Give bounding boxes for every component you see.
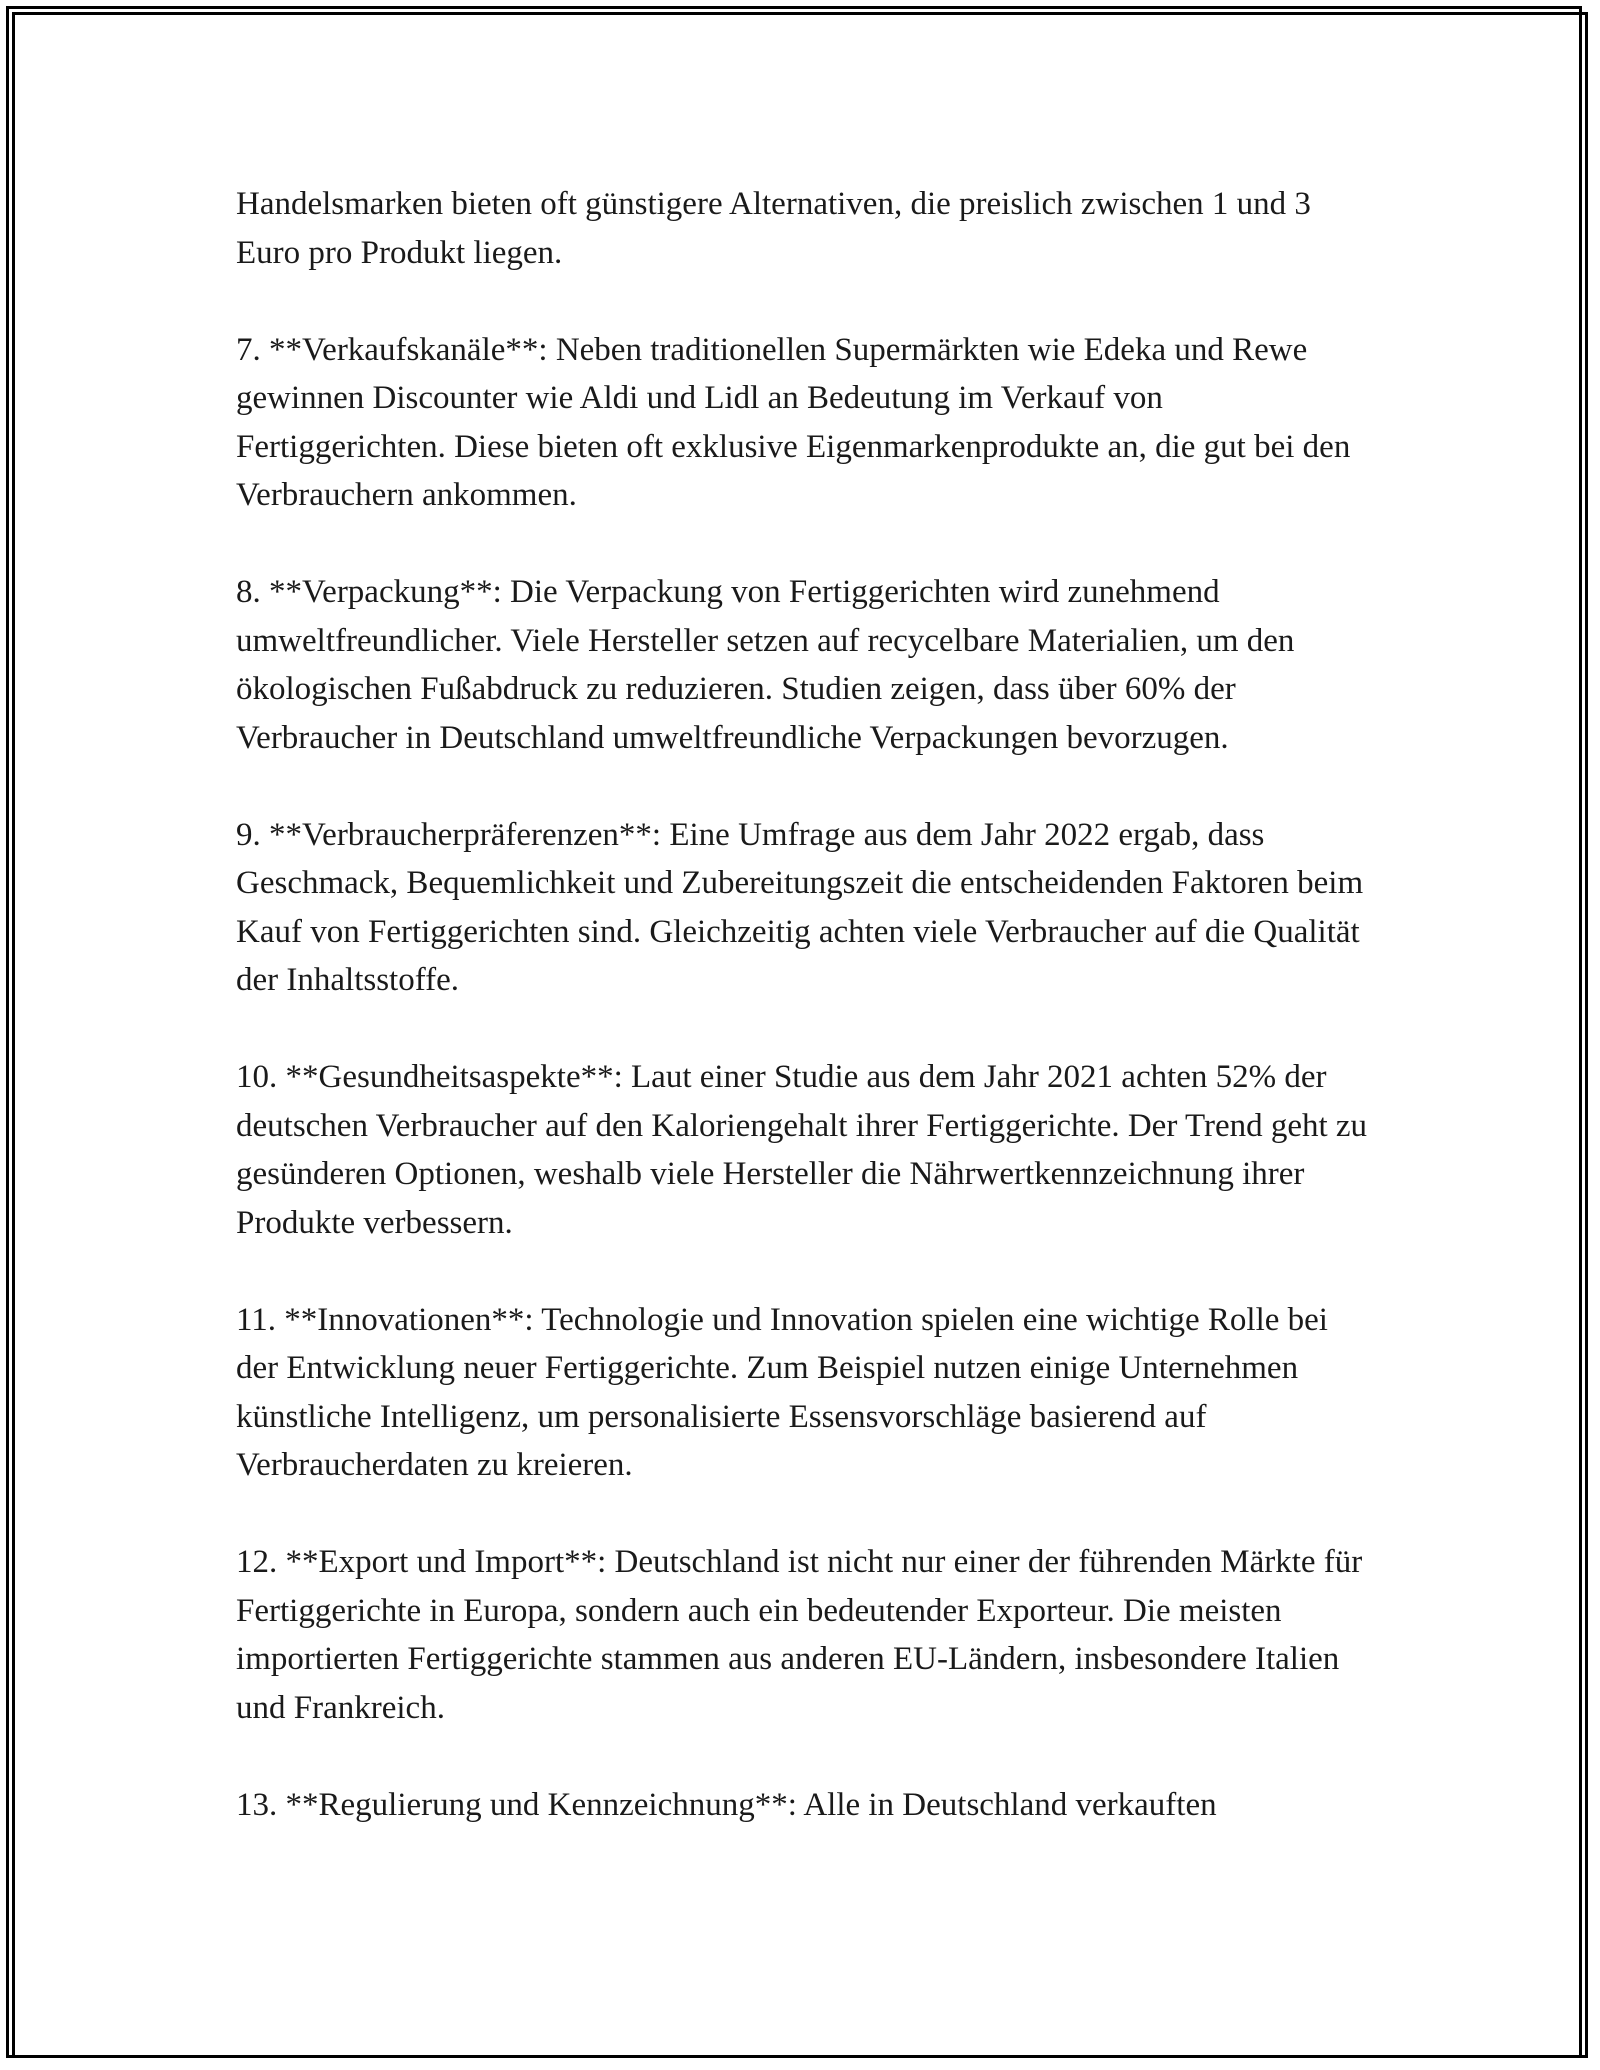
paragraph-innovationen: 11. **Innovationen**: Technologie und Innovation spielen eine wichtige Rolle bei der Entwicklung neuer Fertiggerichte. Zum Beispiel nutzen einige Unternehmen künstliche Intelligenz, um personalisierte Essensvorschläge basierend auf Verbraucherdaten zu kreieren. <box>236 1301 1328 1483</box>
paragraph-verkaufskanaele: 7. **Verkaufskanäle**: Neben traditionellen Supermärkten wie Edeka und Rewe gewinnen Discounter wie Aldi und Lidl an Bedeutung im Verkauf von Fertiggerichten. Diese bieten oft exklusive Eigenmarkenprodukte an, die gut bei den Verbrauchern ankommen. <box>236 331 1351 513</box>
paragraph-intro: Handelsmarken bieten oft günstigere Alternativen, die preislich zwischen 1 und 3 Euro pro Produkt liegen. <box>236 186 1311 271</box>
document-body <box>236 180 1376 1878</box>
paragraph-verbraucherpraeferenzen: 9. **Verbraucherpräferenzen**: Eine Umfrage aus dem Jahr 2022 ergab, dass Geschmack, Bequemlichkeit und Zubereitungszeit die entscheidenden Faktoren beim Kauf von Fertiggerichten sind. Gleichzeitig achten viele Verbraucher auf die Qualität der Inhaltsstoffe. <box>236 816 1364 998</box>
paragraph-gesundheitsaspekte: 10. **Gesundheitsaspekte**: Laut einer Studie aus dem Jahr 2021 achten 52% der deutschen Verbraucher auf den Kaloriengehalt ihrer Fertiggerichte. Der Trend geht zu gesünderen Optionen, weshalb viele Hersteller die Nährwertkennzeichnung ihrer Produkte verbessern. <box>236 1059 1368 1241</box>
paragraph-verpackung: 8. **Verpackung**: Die Verpackung von Fertiggerichten wird zunehmend umweltfreundlicher. Viele Hersteller setzen auf recycelbare Materialien, um den ökologischen Fußabdruck zu reduzieren. Studien zeigen, dass über 60% der Verbraucher in Deutschland umweltfreundliche Verpackungen bevorzugen. <box>236 574 1295 756</box>
paragraph-regulierung: 13. **Regulierung und Kennzeichnung**: Alle in Deutschland verkauften <box>236 1786 1217 1823</box>
paragraph-export-import: 12. **Export und Import**: Deutschland ist nicht nur einer der führenden Märkte für Fertiggerichte in Europa, sondern auch ein bedeutender Exporteur. Die meisten importierten Fertiggerichte stammen aus anderen EU-Ländern, insbesondere Italien und Frankreich. <box>236 1544 1363 1726</box>
